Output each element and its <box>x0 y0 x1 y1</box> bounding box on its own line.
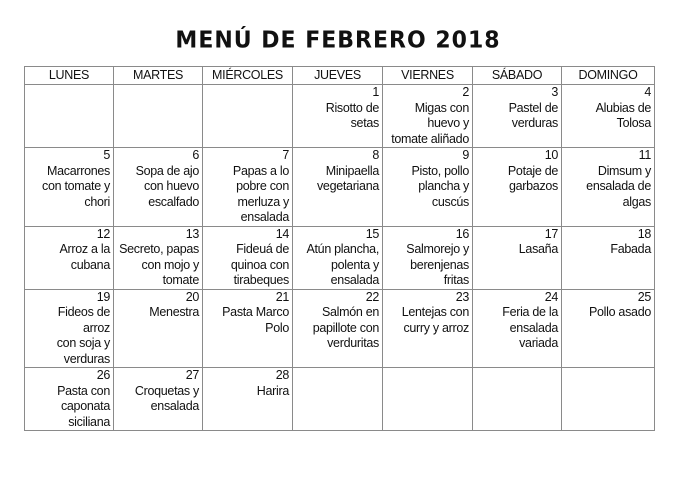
dish-line: ensalada <box>330 273 379 287</box>
day-number: 4 <box>644 85 651 99</box>
day-number: 13 <box>185 226 199 241</box>
day-cell <box>473 148 562 227</box>
dish-line: tirabeques <box>233 273 289 287</box>
dish-line: pobre con <box>236 179 289 193</box>
dish-line: con tomate y <box>42 179 110 193</box>
day-cell <box>562 226 655 289</box>
weekday-header-row <box>25 67 655 85</box>
day-number: 7 <box>282 148 289 162</box>
dish-line: con mojo y <box>141 257 199 272</box>
dish-line: caponata <box>60 399 110 413</box>
weekday-header: LUNES <box>25 67 114 85</box>
dish-line: Lentejas con <box>401 305 469 319</box>
day-cell <box>293 148 383 227</box>
day-cell <box>203 368 293 431</box>
dish-line: Fideuá de <box>236 242 289 256</box>
dish-line: fritas <box>443 273 469 287</box>
dish-line: Migas con <box>414 100 469 115</box>
dish-line: Salmorejo y <box>406 242 469 256</box>
dish-line: variada <box>519 336 558 350</box>
dish-line: tomate <box>162 273 199 287</box>
weekday-header: MIÉRCOLES <box>203 67 293 85</box>
dish-line: ensalada de <box>586 179 651 193</box>
day-cell <box>562 148 655 227</box>
dish-line: Alubias de <box>595 100 651 115</box>
weekday-header: VIERNES <box>383 67 473 85</box>
day-number: 2 <box>462 85 469 99</box>
dish-line: plancha y <box>418 179 469 193</box>
day-number: 25 <box>637 289 651 304</box>
day-number: 9 <box>462 148 469 162</box>
dish-line: Dimsum y <box>597 163 651 178</box>
day-number: 3 <box>551 85 558 99</box>
dish-line: Pisto, pollo <box>411 163 469 178</box>
dish-line: Papas a lo <box>232 163 289 178</box>
day-number: 17 <box>544 226 558 241</box>
dish-line: quinoa con <box>230 257 289 272</box>
dish-line: algas <box>622 194 651 209</box>
day-cell <box>25 85 114 148</box>
day-number: 24 <box>544 289 558 304</box>
day-cell <box>562 368 655 431</box>
day-number: 19 <box>96 289 110 304</box>
dish-line: berenjenas <box>410 257 469 272</box>
day-cell <box>114 148 203 227</box>
day-number: 10 <box>544 148 558 162</box>
day-cell <box>383 148 473 227</box>
day-cell <box>293 368 383 431</box>
dish-line: con huevo <box>144 179 199 193</box>
day-number: 15 <box>365 226 379 241</box>
dish-line: Harira <box>256 383 289 398</box>
day-cell <box>473 226 562 289</box>
dish-line: vegetariana <box>316 179 379 193</box>
dish-line: Minipaella <box>325 163 379 178</box>
day-cell <box>293 289 383 368</box>
day-cell <box>473 368 562 431</box>
dish-line: setas <box>350 116 379 130</box>
dish-line: Pollo asado <box>588 305 651 319</box>
dish-line: ensalada <box>509 320 558 335</box>
dish-line: verduras <box>63 351 110 366</box>
dish-line: Feria de la <box>502 305 558 319</box>
day-cell <box>114 368 203 431</box>
day-cell <box>203 148 293 227</box>
dish-line: Atún plancha, <box>306 242 379 256</box>
dish-line: Fabada <box>610 242 651 256</box>
dish-line: escalfado <box>148 194 199 209</box>
dish-line: tomate aliñado <box>391 131 469 146</box>
dish-line: merluza y <box>237 194 289 209</box>
day-cell <box>383 85 473 148</box>
weekday-header: DOMINGO <box>562 67 655 85</box>
weekday-header: MARTES <box>114 67 203 85</box>
day-cell <box>25 226 114 289</box>
dish-line: Sopa de ajo <box>135 163 199 178</box>
day-number: 14 <box>275 226 289 241</box>
day-number: 28 <box>275 368 289 382</box>
dish-line: garbazos <box>508 179 558 193</box>
day-number: 5 <box>103 148 110 162</box>
day-cell <box>25 289 114 368</box>
day-cell <box>293 226 383 289</box>
week-row <box>25 148 655 227</box>
dish-line: Tolosa <box>616 116 651 130</box>
day-number: 11 <box>638 148 651 162</box>
day-number: 21 <box>275 289 289 304</box>
dish-line: Pasta Marco <box>222 305 289 319</box>
dish-line: siciliana <box>68 414 110 429</box>
dish-line: Pastel de <box>508 100 558 115</box>
dish-line: Lasaña <box>518 242 558 256</box>
day-cell <box>25 368 114 431</box>
weekday-header: SÁBADO <box>473 67 562 85</box>
page-title: MENÚ DE FEBRERO 2018 <box>175 27 501 54</box>
day-number: 6 <box>192 148 199 162</box>
day-number: 27 <box>185 368 199 382</box>
dish-line: Risotto de <box>325 100 379 115</box>
dish-line: huevo y <box>427 116 469 130</box>
day-cell <box>203 226 293 289</box>
week-row <box>25 289 655 368</box>
dish-line: Polo <box>265 320 289 335</box>
day-cell <box>114 289 203 368</box>
dish-line: chori <box>84 194 110 209</box>
day-number: 18 <box>637 226 651 241</box>
day-number: 8 <box>372 148 379 162</box>
day-number: 1 <box>372 85 379 99</box>
week-row <box>25 368 655 431</box>
dish-line: Arroz a la <box>59 242 110 256</box>
day-cell <box>473 85 562 148</box>
day-cell <box>114 226 203 289</box>
dish-line: con soja y <box>56 336 110 350</box>
dish-line: Croquetas y <box>134 383 199 398</box>
day-cell <box>114 85 203 148</box>
dish-line: Pasta con <box>57 383 110 398</box>
day-cell <box>473 289 562 368</box>
day-cell <box>383 368 473 431</box>
dish-line: cubana <box>70 257 110 272</box>
dish-line: Fideos de arroz <box>57 305 110 335</box>
dish-line: cuscús <box>431 194 469 209</box>
day-cell <box>562 289 655 368</box>
dish-line: ensalada <box>150 399 199 413</box>
day-cell <box>25 148 114 227</box>
day-cell <box>293 85 383 148</box>
dish-line: polenta y <box>330 257 379 272</box>
menu-calendar <box>24 66 655 431</box>
dish-line: papillote con <box>312 320 379 335</box>
dish-line: Menestra <box>149 305 199 319</box>
day-cell <box>383 226 473 289</box>
day-number: 20 <box>185 289 199 304</box>
dish-line: verduritas <box>327 336 379 350</box>
day-cell <box>203 85 293 148</box>
dish-line: Macarrones <box>47 163 110 178</box>
dish-line: curry y arroz <box>403 320 469 335</box>
dish-line: Secreto, papas <box>119 242 199 256</box>
day-cell <box>383 289 473 368</box>
dish-line: Potaje de <box>507 163 558 178</box>
day-number: 12 <box>96 226 110 241</box>
dish-line: Salmón en <box>321 305 379 319</box>
week-row <box>25 226 655 289</box>
day-number: 23 <box>455 289 469 304</box>
day-number: 22 <box>365 289 379 304</box>
day-number: 26 <box>96 368 110 382</box>
dish-line: ensalada <box>240 210 289 224</box>
weekday-header: JUEVES <box>293 67 383 85</box>
day-cell <box>203 289 293 368</box>
day-cell <box>562 85 655 148</box>
week-row <box>25 85 655 148</box>
day-number: 16 <box>455 226 469 241</box>
dish-line: verduras <box>511 116 558 130</box>
